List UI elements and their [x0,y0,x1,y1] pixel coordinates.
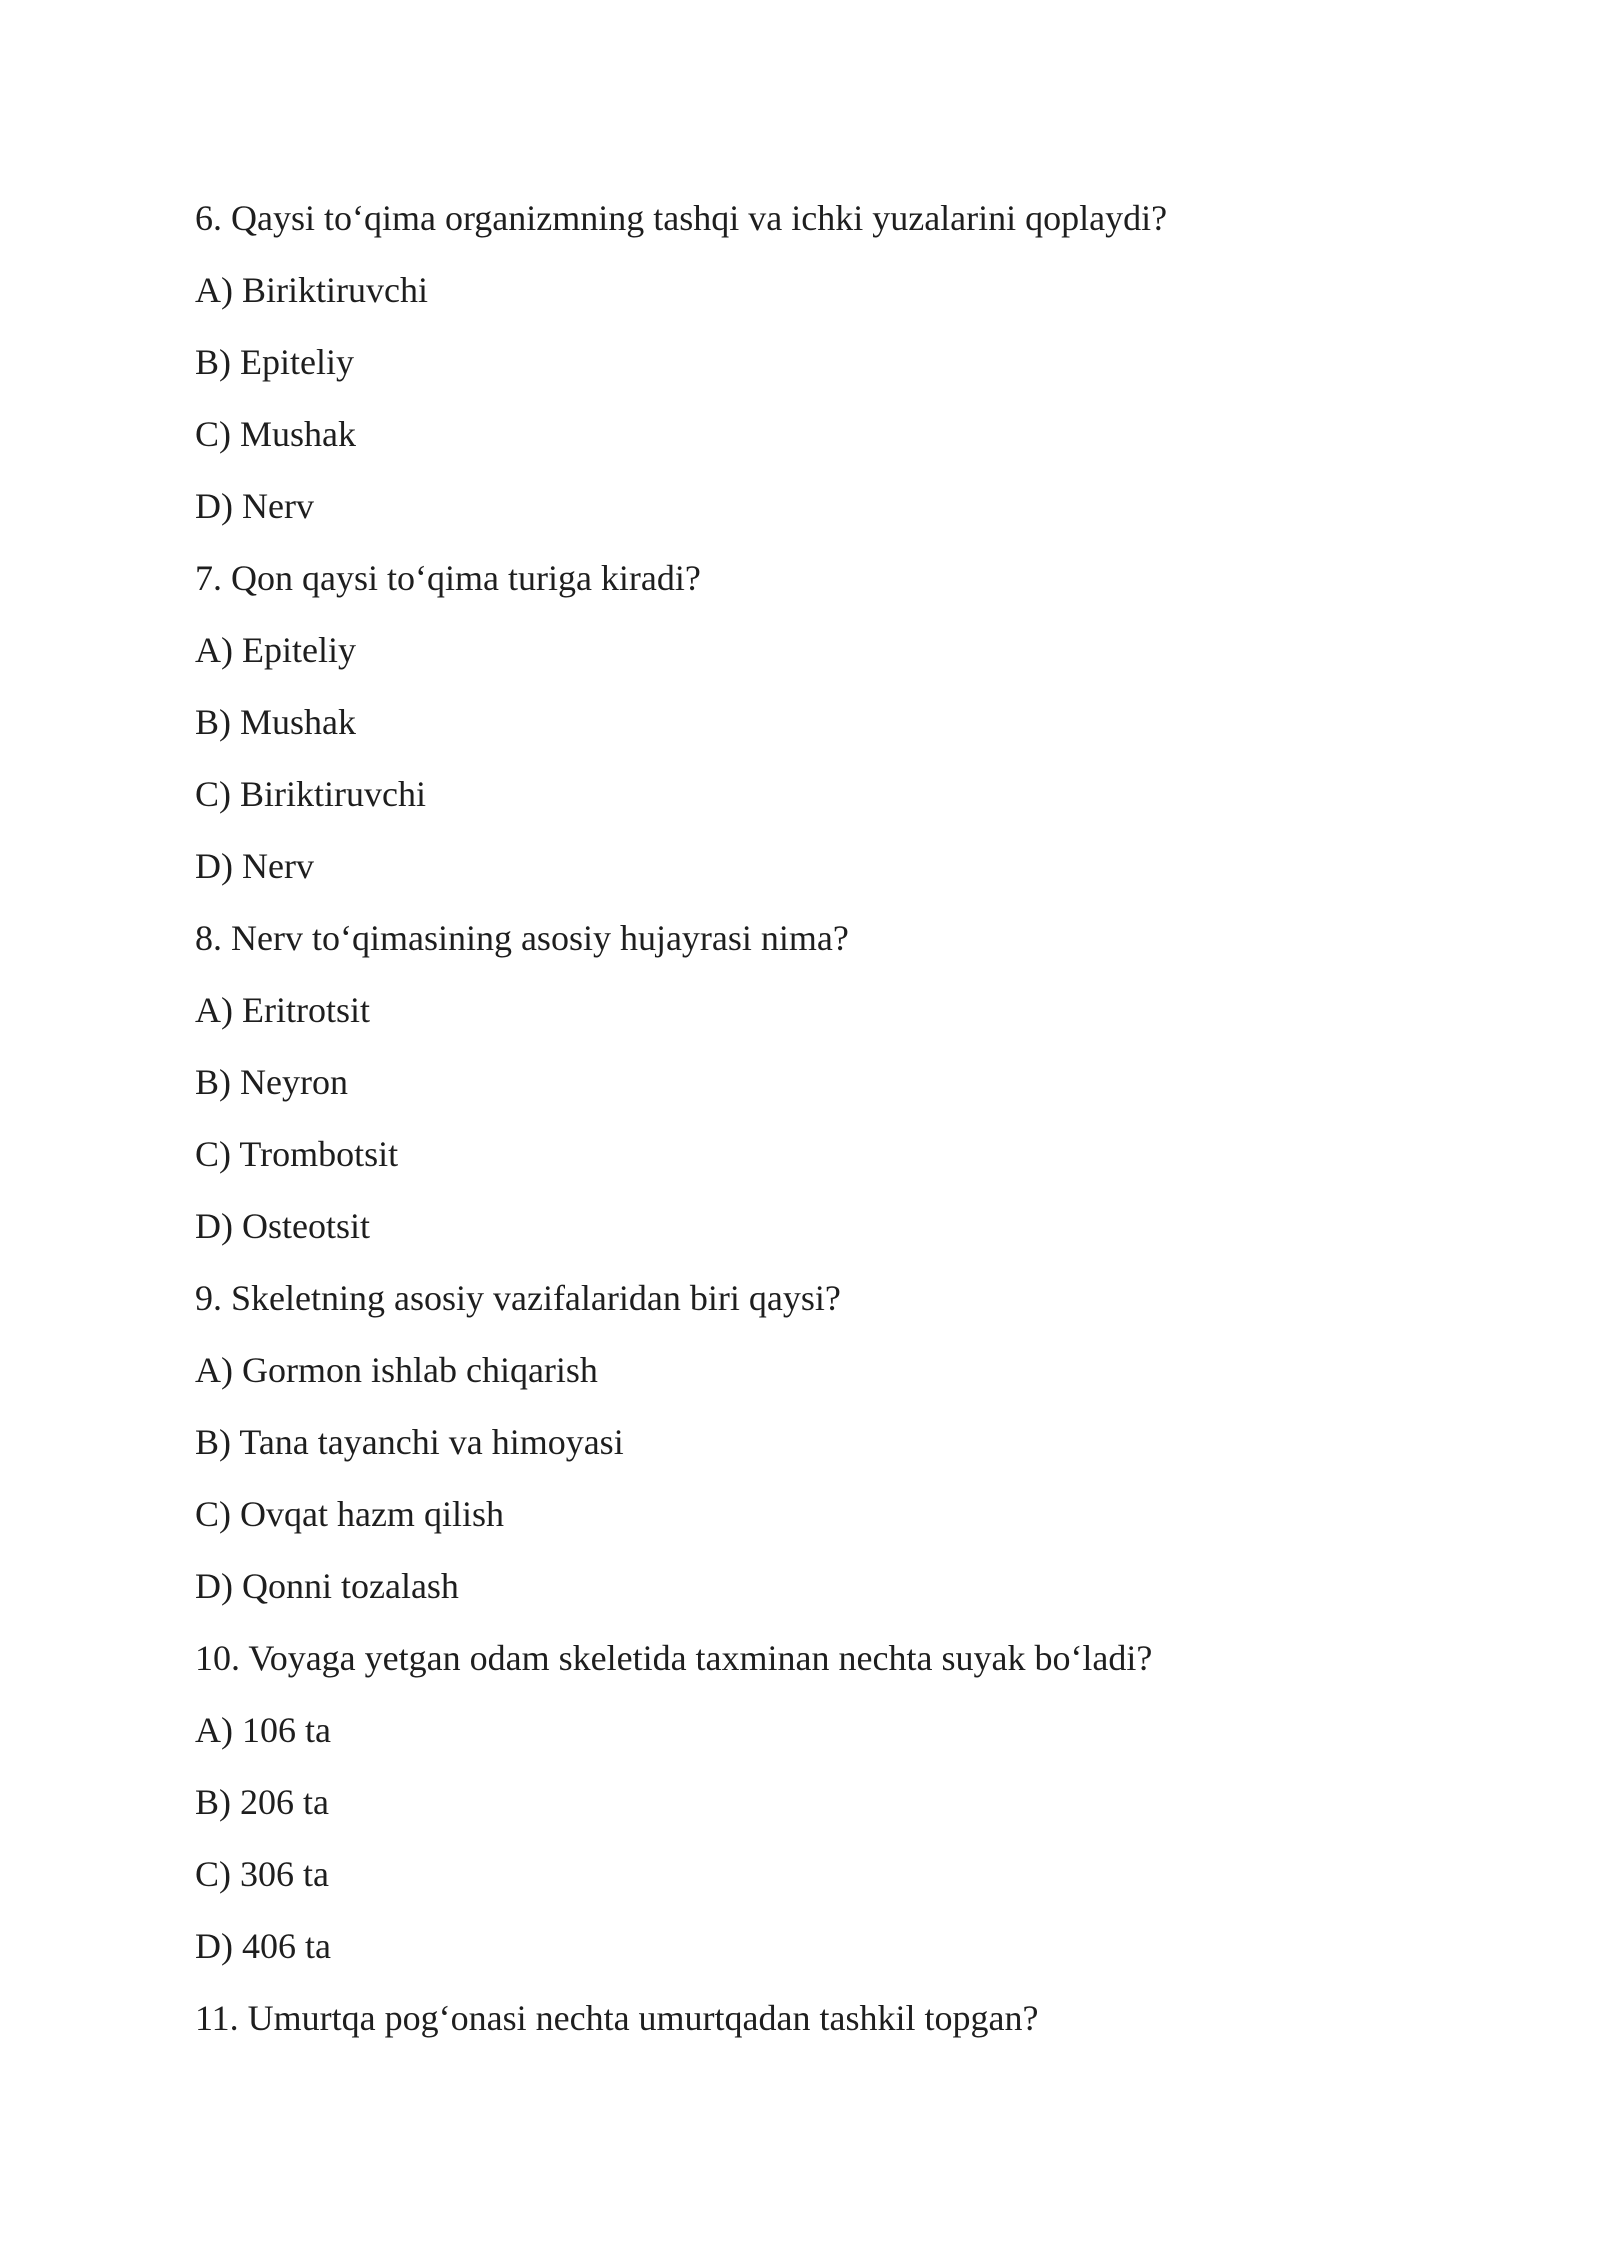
answer-option: D) Nerv [195,846,314,886]
answer-option: A) Gormon ishlab chiqarish [195,1350,598,1390]
answer-option: B) 206 ta [195,1782,329,1822]
answer-option: A) 106 ta [195,1710,331,1750]
answer-option: C) 306 ta [195,1854,329,1894]
answer-option: D) Nerv [195,486,314,526]
question-text: 6. Qaysi to‘qima organizmning tashqi va ichki yuzalarini qoplaydi? [195,198,1168,238]
answer-option: D) Osteotsit [195,1206,370,1246]
question-text: 11. Umurtqa pog‘onasi nechta umurtqadan tashkil topgan? [195,1998,1039,2038]
question-text: 7. Qon qaysi to‘qima turiga kiradi? [195,558,701,598]
answer-option: B) Mushak [195,702,356,742]
answer-option: B) Neyron [195,1062,348,1102]
question-text: 8. Nerv to‘qimasining asosiy hujayrasi nima? [195,918,849,958]
answer-option: A) Eritrotsit [195,990,370,1030]
answer-option: C) Biriktiruvchi [195,774,426,814]
answer-option: A) Biriktiruvchi [195,270,428,310]
answer-option: C) Ovqat hazm qilish [195,1494,504,1534]
answer-option: A) Epiteliy [195,630,356,670]
question-text: 10. Voyaga yetgan odam skeletida taxminan nechta suyak bo‘ladi? [195,1638,1153,1678]
answer-option: D) Qonni tozalash [195,1566,459,1606]
answer-option: C) Trombotsit [195,1134,399,1174]
answer-option: C) Mushak [195,414,356,454]
answer-option: B) Epiteliy [195,342,354,382]
answer-option: B) Tana tayanchi va himoyasi [195,1422,624,1462]
question-list [195,186,1455,2058]
question-text: 9. Skeletning asosiy vazifalaridan biri qaysi? [195,1278,841,1318]
answer-option: D) 406 ta [195,1926,331,1966]
